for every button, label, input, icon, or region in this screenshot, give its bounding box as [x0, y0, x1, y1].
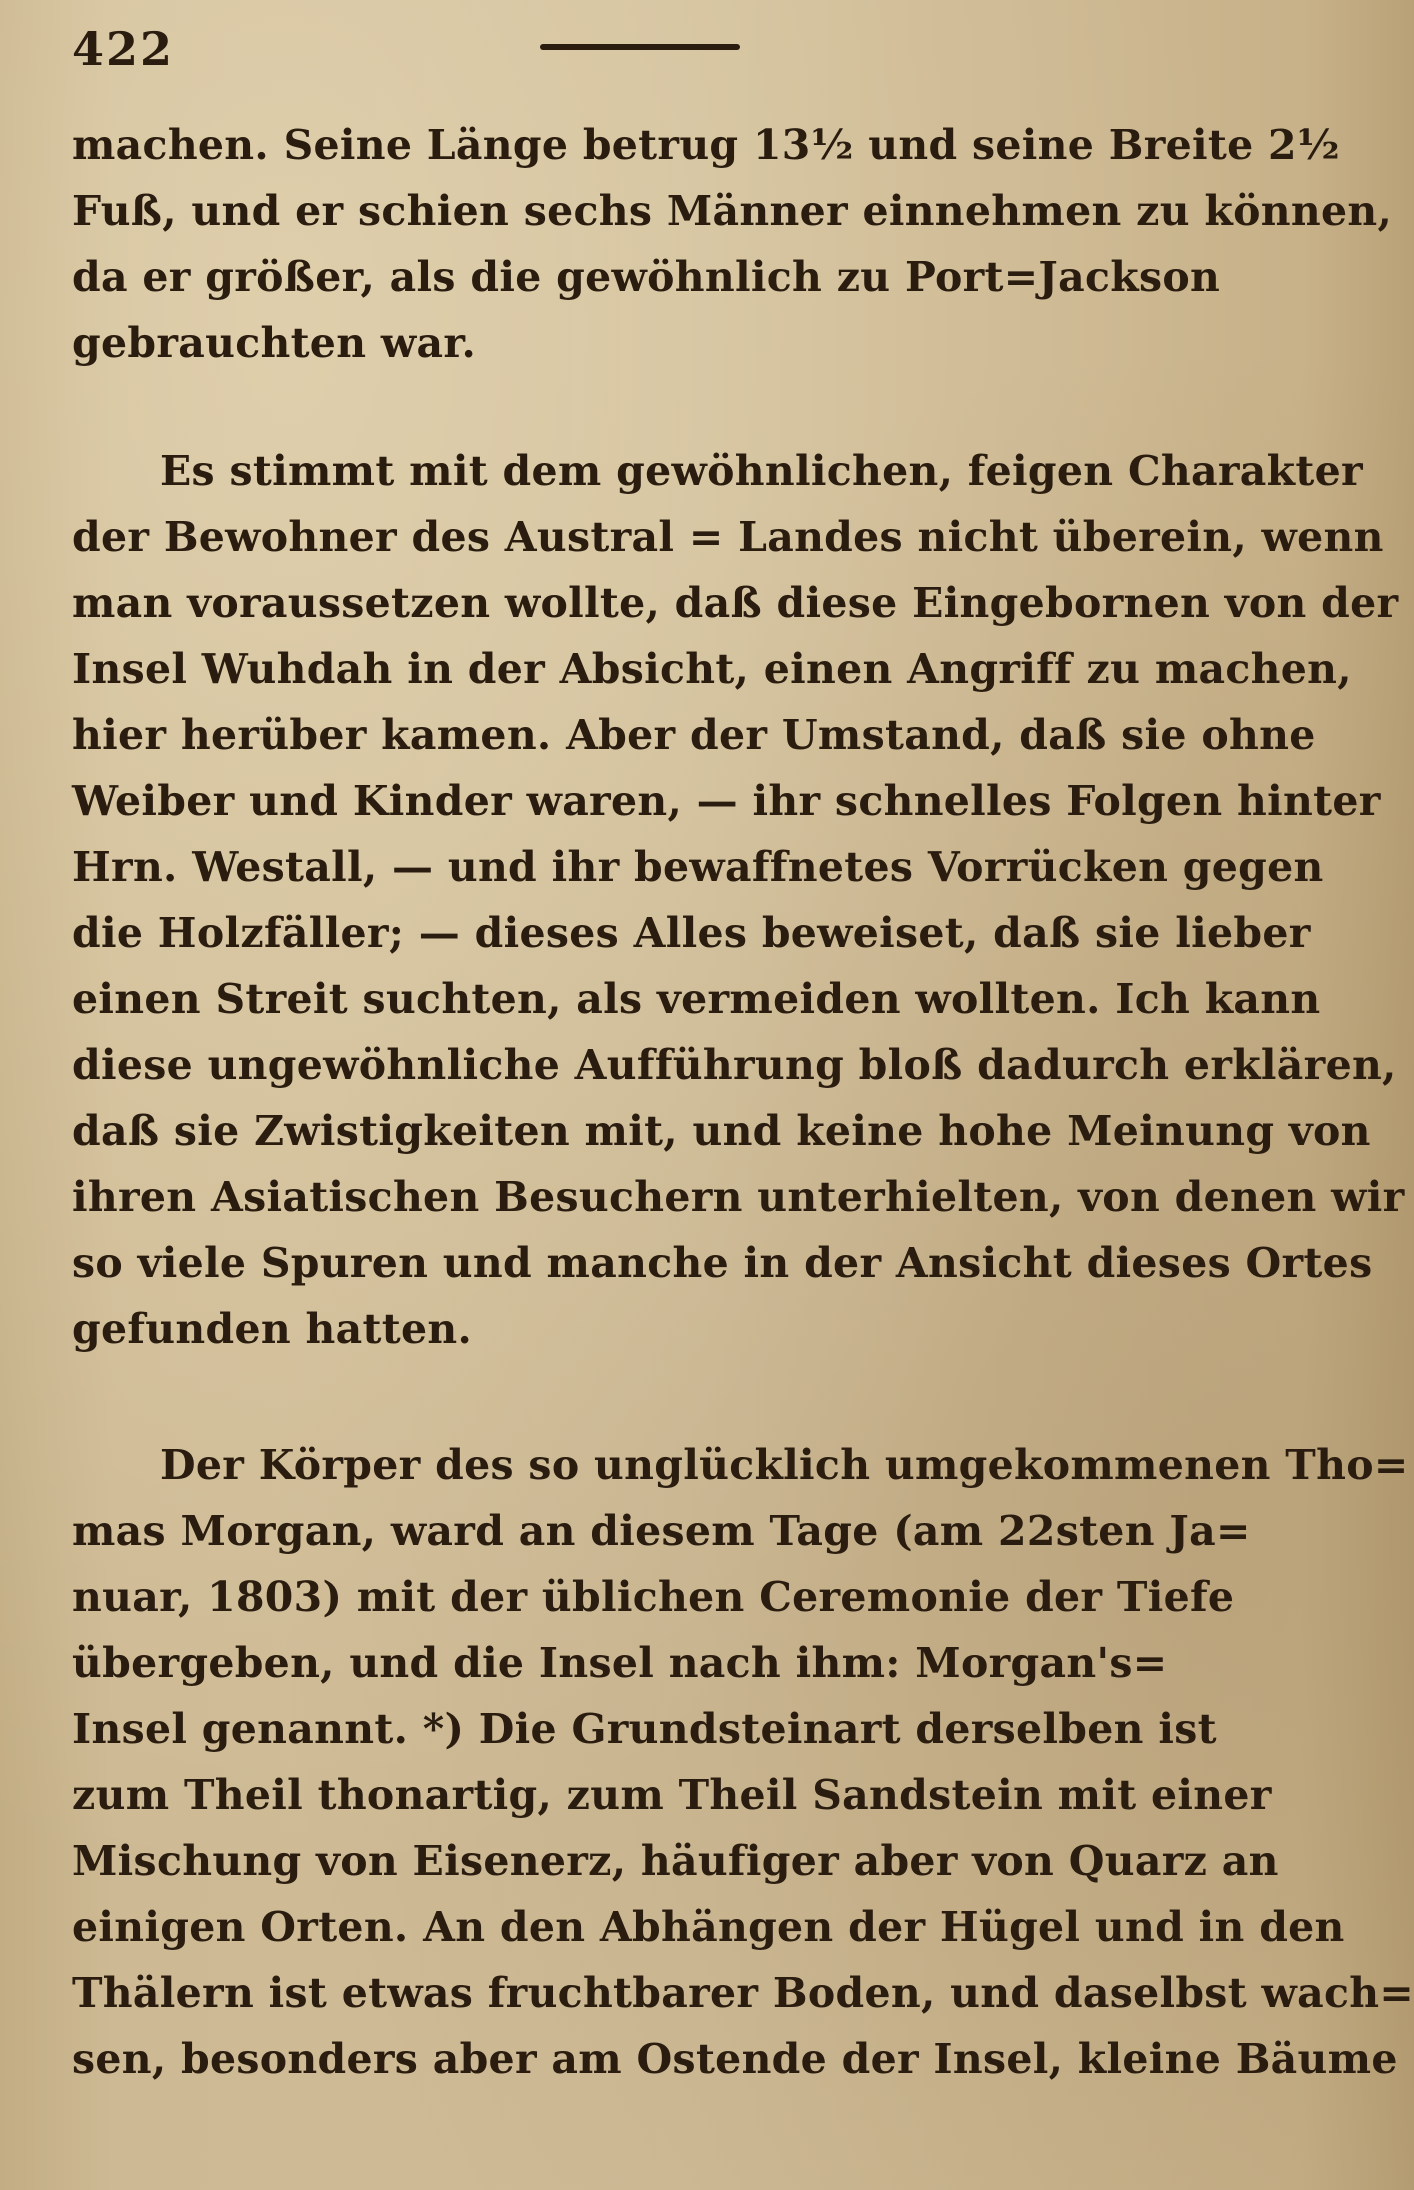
text-line: Weiber und Kinder waren, — ihr schnelles Folgen hinter	[72, 777, 1381, 825]
paragraph-gap	[72, 376, 1172, 438]
text-line: machen. Seine Länge betrug 13½ und seine Breite 2½	[72, 121, 1340, 169]
text-line: übergeben, und die Insel nach ihm: Morgan's=	[72, 1639, 1168, 1687]
text-line: Fuß, und er schien sechs Männer einnehmen zu können,	[72, 187, 1393, 235]
text-line: zum Theil thonartig, zum Theil Sandstein mit einer	[72, 1771, 1272, 1819]
text-line: Der Körper des so unglücklich umgekommenen Tho=	[160, 1441, 1409, 1489]
page-number: 422	[72, 22, 175, 76]
text-line: Hrn. Westall, — und ihr bewaffnetes Vorrücken gegen	[72, 843, 1324, 891]
text-line: diese ungewöhnliche Aufführung bloß dadurch erklären,	[72, 1041, 1397, 1089]
text-line: der Bewohner des Austral = Landes nicht überein, wenn	[72, 513, 1384, 561]
text-line: hier herüber kamen. Aber der Umstand, daß sie ohne	[72, 711, 1316, 759]
text-line: so viele Spuren und manche in der Ansicht dieses Ortes	[72, 1239, 1373, 1287]
paragraph-1	[72, 112, 1393, 376]
text-line: sen, besonders aber am Ostende der Insel, kleine Bäume	[72, 2035, 1398, 2083]
text-line: gebrauchten war.	[72, 319, 477, 367]
text-line: einigen Orten. An den Abhängen der Hügel und in den	[72, 1903, 1345, 1951]
text-line: gefunden hatten.	[72, 1305, 473, 1353]
text-line: die Holzfäller; — dieses Alles beweiset, daß sie lieber	[72, 909, 1311, 957]
text-line: Insel genannt. *) Die Grundsteinart derselben ist	[72, 1705, 1217, 1753]
header-rule	[540, 44, 740, 50]
page-header	[0, 0, 1228, 110]
text-line: Thälern ist etwas fruchtbarer Boden, und daselbst wach=	[72, 1969, 1414, 2017]
text-line: Mischung von Eisenerz, häufiger aber von Quarz an	[72, 1837, 1279, 1885]
text-line: nuar, 1803) mit der üblichen Ceremonie der Tiefe	[72, 1573, 1235, 1621]
text-line: man voraussetzen wollte, daß diese Eingebornen von der	[72, 579, 1399, 627]
text-line: Insel Wuhdah in der Absicht, einen Angriff zu machen,	[72, 645, 1352, 693]
paragraph-gap	[72, 1362, 1172, 1432]
text-line: da er größer, als die gewöhnlich zu Port=Jackson	[72, 253, 1221, 301]
text-line: daß sie Zwistigkeiten mit, und keine hohe Meinung von	[72, 1107, 1371, 1155]
paragraph-3	[72, 1432, 1414, 2092]
text-line: einen Streit suchten, als vermeiden wollten. Ich kann	[72, 975, 1321, 1023]
page-text	[72, 112, 1414, 2092]
text-line: ihren Asiatischen Besuchern unterhielten, von denen wir	[72, 1173, 1405, 1221]
text-line: mas Morgan, ward an diesem Tage (am 22sten Ja=	[72, 1507, 1251, 1555]
paragraph-2	[72, 438, 1405, 1362]
text-line: Es stimmt mit dem gewöhnlichen, feigen Charakter	[160, 447, 1363, 495]
